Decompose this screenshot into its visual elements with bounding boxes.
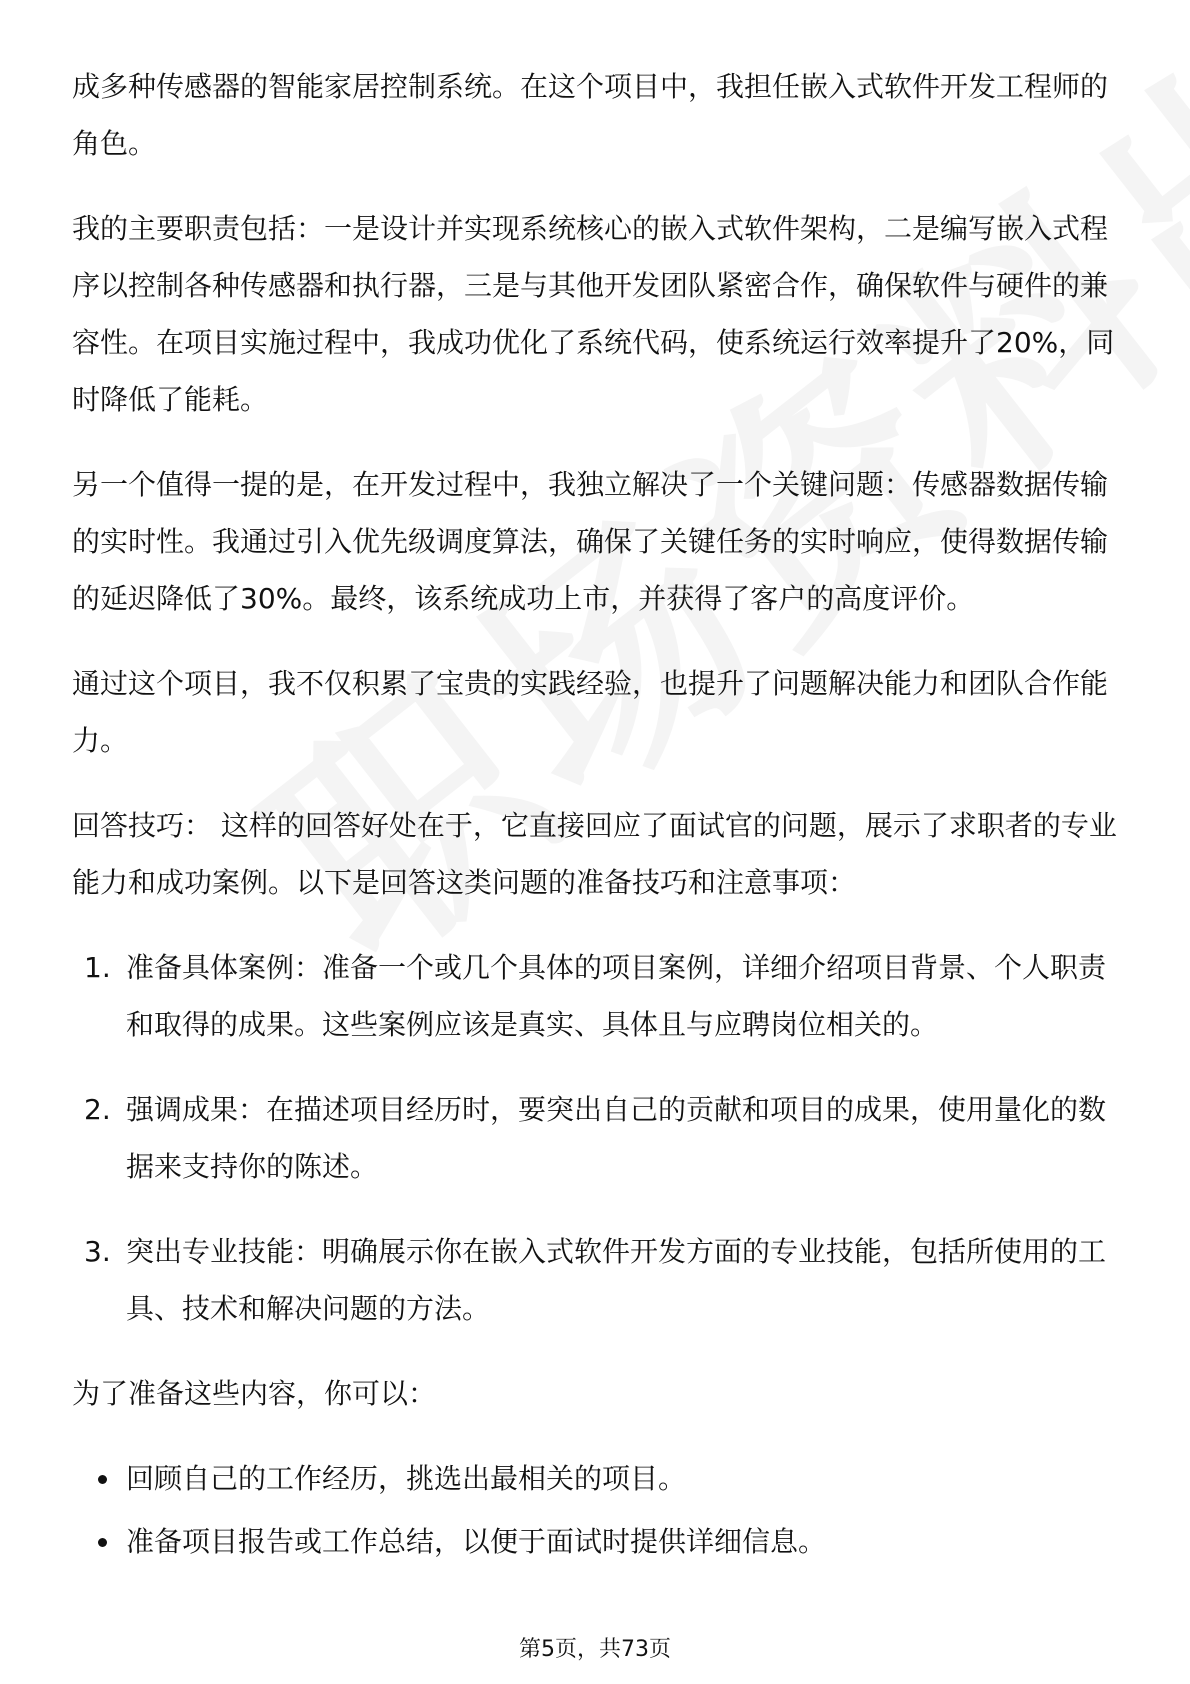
list-number: 1. [84, 951, 111, 984]
list-item-text: 回顾自己的工作经历，挑选出最相关的项目。 [126, 1462, 687, 1495]
paragraph-prep-intro: 为了准备这些内容，你可以： [72, 1377, 437, 1410]
paragraph-responsibilities: 我的主要职责包括：一是设计并实现系统核心的嵌入式软件架构，二是编写嵌入式程序以控制各种传感器和执行器，三是与其他开发团队紧密合作，确保软件与硬件的兼容性。在项目实施过程中，我成功优化了系统代码，使系统运行效率提升了20%，同时降低了能耗。 [72, 212, 1115, 416]
bullet-icon [98, 1538, 107, 1547]
page-number: 第5页，共73页 [519, 1637, 671, 1662]
document-body [72, 58, 1122, 1576]
prep-list [72, 1450, 1122, 1570]
list-item-text: 强调成果：在描述项目经历时，要突出自己的贡献和项目的成果，使用量化的数据来支持你的陈述。 [126, 1093, 1107, 1183]
tips-list-item [72, 1223, 1122, 1337]
paragraph-key-problem: 另一个值得一提的是，在开发过程中，我独立解决了一个关键问题：传感器数据传输的实时性。我通过引入优先级调度算法，确保了关键任务的实时响应，使得数据传输的延迟降低了30%。最终，该系统成功上市，并获得了客户的高度评价。 [72, 468, 1109, 615]
paragraph-answer-tips: 回答技巧： 这样的回答好处在于，它直接回应了面试官的问题，展示了求职者的专业能力和成功案例。以下是回答这类问题的准备技巧和注意事项： [72, 809, 1117, 899]
bullet-icon [98, 1475, 107, 1484]
paragraph-intro: 成多种传感器的智能家居控制系统。在这个项目中，我担任嵌入式软件开发工程师的角色。 [72, 70, 1109, 160]
list-item-text: 突出专业技能：明确展示你在嵌入式软件开发方面的专业技能，包括所使用的工具、技术和解决问题的方法。 [126, 1235, 1107, 1325]
list-number: 2. [84, 1093, 111, 1126]
prep-list-item [72, 1513, 1122, 1570]
tips-list [72, 939, 1122, 1337]
list-number: 3. [84, 1235, 111, 1268]
paragraph-summary: 通过这个项目，我不仅积累了宝贵的实践经验，也提升了问题解决能力和团队合作能力。 [72, 667, 1109, 757]
tips-list-item [72, 1081, 1122, 1195]
tips-list-item [72, 939, 1122, 1053]
prep-list-item [72, 1450, 1122, 1507]
list-item-text: 准备具体案例：准备一个或几个具体的项目案例，详细介绍项目背景、个人职责和取得的成果。这些案例应该是真实、具体且与应聘岗位相关的。 [126, 951, 1107, 1041]
list-item-text: 准备项目报告或工作总结，以便于面试时提供详细信息。 [126, 1525, 827, 1558]
